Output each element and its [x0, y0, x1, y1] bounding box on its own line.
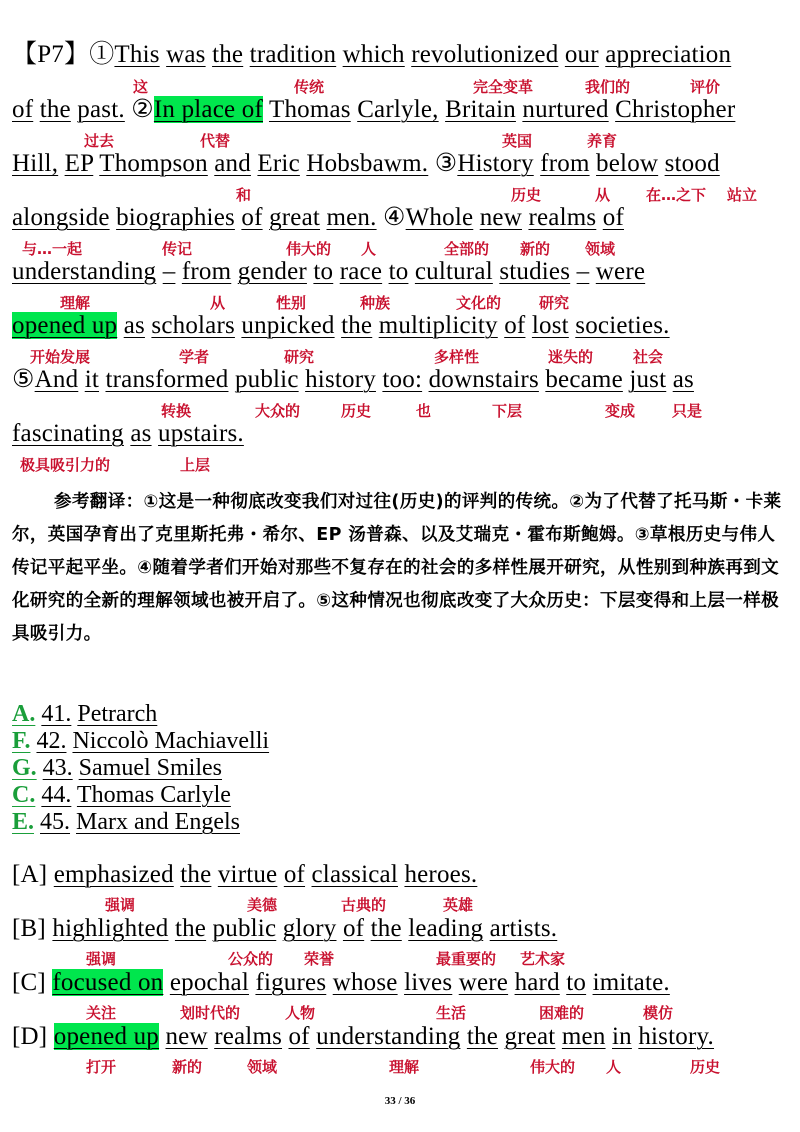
- word: below: [596, 150, 659, 177]
- answer-name: Petrarch: [77, 701, 158, 727]
- option-label: [A]: [12, 861, 48, 888]
- gloss: 荣誉: [304, 950, 335, 968]
- word: of: [504, 312, 526, 339]
- option-b: [12, 914, 557, 944]
- gloss: 关注: [86, 1004, 117, 1022]
- word: new: [479, 204, 522, 231]
- word: transformed: [105, 366, 229, 393]
- gloss: 人: [606, 1058, 622, 1076]
- word: artists.: [489, 915, 558, 942]
- gloss: 转换: [161, 402, 192, 420]
- gloss: 上层: [180, 456, 211, 474]
- word: Britain: [445, 96, 516, 123]
- gloss: 古典的: [341, 896, 387, 914]
- answer-row: [12, 754, 222, 782]
- word: societies.: [575, 312, 670, 339]
- answer-row: [12, 727, 269, 755]
- word: And: [34, 366, 79, 393]
- word: tradition: [249, 41, 337, 68]
- word: the: [212, 41, 244, 68]
- paragraph-label: 【P7】: [12, 41, 90, 68]
- gloss: 划时代的: [180, 1004, 241, 1022]
- gloss: 困难的: [539, 1004, 585, 1022]
- word: cultural: [414, 258, 493, 285]
- gloss: 伟大的: [286, 240, 332, 258]
- word: understanding: [316, 1023, 461, 1050]
- gloss: 英国: [502, 132, 533, 150]
- gloss: 研究: [284, 348, 315, 366]
- word: from: [540, 150, 590, 177]
- question-number: 41.: [41, 701, 72, 727]
- word: figures: [255, 969, 327, 996]
- word: the: [180, 861, 212, 888]
- gloss: 也: [416, 402, 432, 420]
- word: realms: [528, 204, 597, 231]
- word: appreciation: [605, 41, 732, 68]
- word: it: [84, 366, 100, 393]
- word: biographies: [116, 204, 235, 231]
- gloss: 变成: [605, 402, 636, 420]
- word: stood: [664, 150, 720, 177]
- question-number: 44.: [41, 782, 72, 808]
- answer-row: [12, 808, 240, 836]
- answer-letter: E.: [12, 809, 35, 835]
- word: public: [234, 366, 299, 393]
- highlighted-phrase: focused on: [52, 969, 164, 996]
- gloss: 人: [361, 240, 377, 258]
- word: Hobsbawm.: [306, 150, 429, 177]
- word: new: [165, 1023, 208, 1050]
- word: were: [595, 258, 646, 285]
- option-label: [B]: [12, 915, 46, 942]
- word: hard: [514, 969, 560, 996]
- gloss: 强调: [105, 896, 136, 914]
- gloss: 生活: [436, 1004, 467, 1022]
- word: gender: [237, 258, 307, 285]
- sentence-number: ②: [124, 96, 154, 123]
- word: –: [162, 258, 176, 285]
- word: Whole: [405, 204, 474, 231]
- page-number: 33 / 36: [384, 1095, 416, 1107]
- answer-name: Samuel Smiles: [78, 755, 223, 781]
- word: glory: [282, 915, 337, 942]
- highlighted-phrase: In place of: [153, 96, 263, 123]
- word: heroes.: [404, 861, 478, 888]
- gloss: 最重要的: [436, 950, 497, 968]
- word: whose: [332, 969, 398, 996]
- answer-name: Niccolò Machiavelli: [72, 728, 270, 754]
- word: just: [629, 366, 667, 393]
- word: of: [288, 1023, 310, 1050]
- gloss: 大众的: [255, 402, 301, 420]
- gloss: 迷失的: [548, 348, 594, 366]
- option-d: [12, 1022, 714, 1052]
- answer-letter: A.: [12, 701, 36, 727]
- gloss: 研究: [539, 294, 570, 312]
- sentence-number: ⑤: [12, 366, 35, 393]
- gloss: 完全变革: [473, 78, 534, 96]
- word: History: [457, 150, 534, 177]
- word: downstairs: [428, 366, 539, 393]
- word: race: [339, 258, 383, 285]
- word: the: [466, 1023, 499, 1050]
- gloss: 强调: [86, 950, 117, 968]
- word: revolutionized: [411, 41, 559, 68]
- word: of: [12, 96, 34, 123]
- gloss: 这: [133, 78, 149, 96]
- word: of: [342, 915, 365, 942]
- word: the: [341, 312, 373, 339]
- gloss: 过去: [84, 132, 115, 150]
- passage-line-4: [12, 203, 624, 233]
- gloss: 评价: [690, 78, 721, 96]
- word: imitate.: [592, 969, 670, 996]
- word: multiplicity: [378, 312, 498, 339]
- sentence-number: ③: [428, 150, 458, 177]
- word: public: [212, 915, 277, 942]
- gloss: 新的: [172, 1058, 203, 1076]
- gloss: 传记: [162, 240, 193, 258]
- gloss: 养育: [587, 132, 618, 150]
- gloss: 美德: [247, 896, 278, 914]
- answer-row: [12, 781, 231, 809]
- gloss: 理解: [389, 1058, 420, 1076]
- word: to: [313, 258, 334, 285]
- option-label: [C]: [12, 969, 46, 996]
- passage-line-2: [12, 95, 735, 125]
- answer-row: [12, 700, 157, 728]
- gloss: 从: [210, 294, 226, 312]
- gloss: 在…之下: [646, 186, 707, 204]
- word: Thompson: [99, 150, 208, 177]
- answer-name: Marx and Engels: [76, 809, 240, 835]
- gloss: 历史: [511, 186, 542, 204]
- word: great: [269, 204, 321, 231]
- gloss: 伟大的: [530, 1058, 576, 1076]
- word: highlighted: [52, 915, 169, 942]
- gloss: 开始发展: [30, 348, 91, 366]
- word: studies: [499, 258, 571, 285]
- option-a: [12, 860, 477, 890]
- gloss: 历史: [690, 1058, 721, 1076]
- gloss: 我们的: [585, 78, 631, 96]
- word: upstairs.: [158, 420, 244, 447]
- word: past.: [77, 96, 125, 123]
- question-number: 45.: [40, 809, 71, 835]
- word: –: [576, 258, 590, 285]
- word: history.: [638, 1023, 715, 1050]
- word: lives: [404, 969, 453, 996]
- word: scholars: [151, 312, 235, 339]
- question-number: 43.: [42, 755, 73, 781]
- word: were: [458, 969, 509, 996]
- passage-line-8: [12, 419, 244, 449]
- gloss: 领域: [585, 240, 616, 258]
- word: men.: [326, 204, 377, 231]
- word: became: [545, 366, 623, 393]
- passage-line-7: [12, 365, 694, 395]
- highlighted-phrase: opened up: [53, 1023, 160, 1050]
- word: our: [564, 41, 599, 68]
- word: as: [672, 366, 694, 393]
- gloss: 全部的: [444, 240, 490, 258]
- gloss: 模仿: [643, 1004, 674, 1022]
- word: Hill,: [12, 150, 59, 177]
- gloss: 极具吸引力的: [20, 456, 111, 474]
- word: Eric: [257, 150, 300, 177]
- gloss: 与…一起: [22, 240, 83, 258]
- word: emphasized: [53, 861, 174, 888]
- word: fascinating: [12, 420, 124, 447]
- word: to: [388, 258, 409, 285]
- word: great: [504, 1023, 556, 1050]
- word: which: [342, 41, 405, 68]
- question-number: 42.: [36, 728, 67, 754]
- gloss: 社会: [633, 348, 664, 366]
- gloss: 从: [595, 186, 611, 204]
- word: alongside: [12, 204, 110, 231]
- passage-line-3: [12, 149, 720, 179]
- answer-letter: F.: [12, 728, 31, 754]
- word: nurtured: [522, 96, 609, 123]
- word: This: [114, 41, 160, 68]
- gloss: 公众的: [228, 950, 274, 968]
- word: history: [305, 366, 376, 393]
- gloss: 艺术家: [520, 950, 566, 968]
- word: understanding: [12, 258, 157, 285]
- gloss: 学者: [179, 348, 210, 366]
- gloss: 传统: [294, 78, 325, 96]
- passage-line-5: [12, 257, 645, 287]
- gloss: 性别: [276, 294, 307, 312]
- gloss: 和: [236, 186, 252, 204]
- word: realms: [214, 1023, 283, 1050]
- gloss: 站立: [727, 186, 758, 204]
- word: in: [612, 1023, 632, 1050]
- gloss: 代替: [200, 132, 231, 150]
- gloss: 文化的: [456, 294, 502, 312]
- word: classical: [311, 861, 398, 888]
- word: Christopher: [615, 96, 736, 123]
- gloss: 下层: [492, 402, 523, 420]
- sentence-number: ①: [89, 41, 115, 68]
- word: from: [181, 258, 232, 285]
- option-label: [D]: [12, 1023, 48, 1050]
- reference-translation: 参考翻译：①这是一种彻底改变我们对过往(历史)的评判的传统。②为了代替了托马斯・卡莱尔，英国孕育出了克里斯托弗・希尔、EP 汤普森、以及艾瑞克・霍布斯鲍姆。③草根历史与伟人传记平起平坐。④随着学者们开始对那些不复存在的社会的多样性展开研究，从性别到种族再到文化研究的全新的理解领域也被开启了。⑤这种情况也彻底改变了大众历史：下层变得和上层一样极具吸引力。: [12, 492, 782, 644]
- word: EP: [64, 150, 94, 177]
- highlighted-phrase: opened up: [12, 312, 118, 339]
- answer-name: Thomas Carlyle: [76, 782, 231, 808]
- passage-line-1: [12, 40, 731, 70]
- word: as: [130, 420, 152, 447]
- gloss: 英雄: [443, 896, 474, 914]
- answer-letter: G.: [12, 755, 37, 781]
- answer-letter: C.: [12, 782, 36, 808]
- word: Thomas: [268, 96, 351, 123]
- passage-line-6: [12, 311, 670, 341]
- word: Carlyle,: [357, 96, 439, 123]
- gloss: 种族: [360, 294, 391, 312]
- word: was: [166, 41, 206, 68]
- word: and: [214, 150, 251, 177]
- word: too:: [382, 366, 423, 393]
- word: the: [370, 915, 402, 942]
- word: of: [283, 861, 306, 888]
- gloss: 历史: [341, 402, 372, 420]
- option-c: [12, 968, 670, 998]
- word: lost: [531, 312, 569, 339]
- gloss: 新的: [520, 240, 551, 258]
- gloss: 打开: [86, 1058, 117, 1076]
- gloss: 只是: [672, 402, 703, 420]
- gloss: 理解: [60, 294, 91, 312]
- word: leading: [408, 915, 484, 942]
- word: unpicked: [241, 312, 335, 339]
- gloss: 领域: [247, 1058, 278, 1076]
- word: the: [39, 96, 71, 123]
- word: of: [241, 204, 263, 231]
- word: of: [602, 204, 624, 231]
- gloss: 多样性: [434, 348, 480, 366]
- sentence-number: ④: [376, 204, 406, 231]
- word: to: [566, 969, 587, 996]
- word: the: [174, 915, 207, 942]
- gloss: 人物: [285, 1004, 316, 1022]
- word: epochal: [169, 969, 249, 996]
- word: virtue: [217, 861, 278, 888]
- word: men: [561, 1023, 606, 1050]
- word: as: [123, 312, 145, 339]
